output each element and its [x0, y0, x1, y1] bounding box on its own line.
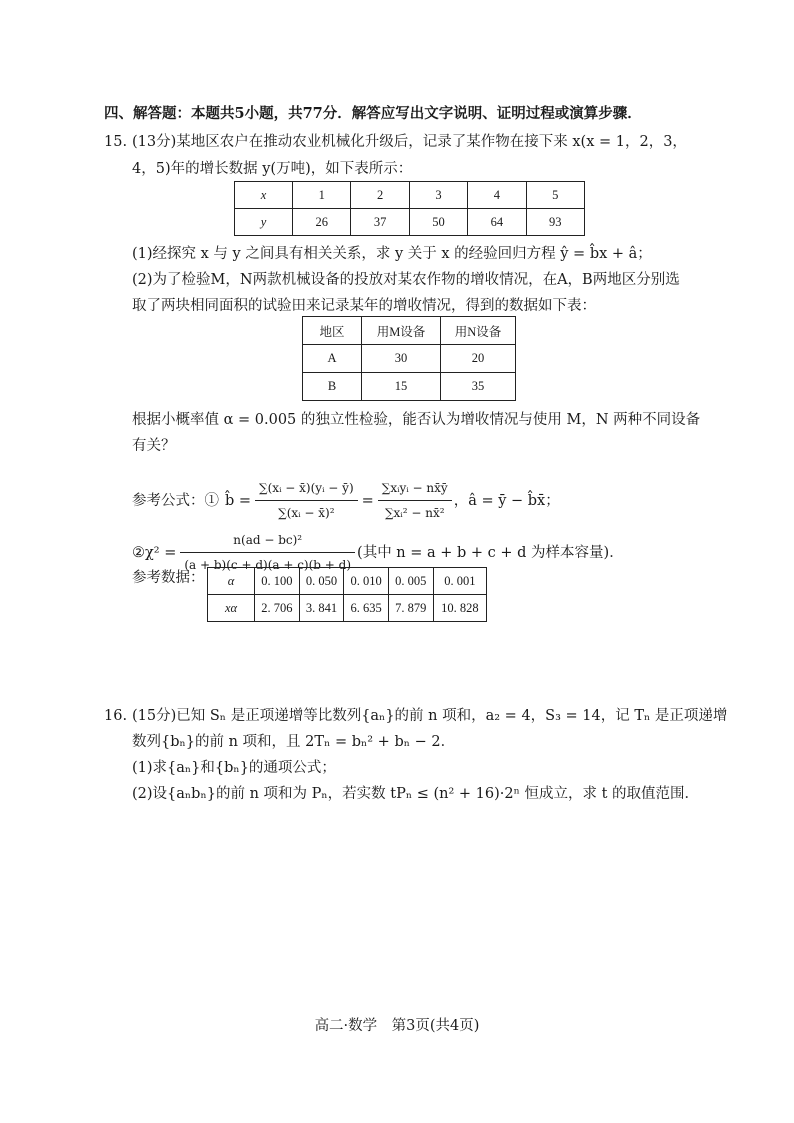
table3-alpha-cell: 0. 100: [255, 568, 300, 595]
table2-cell: 20: [441, 345, 516, 373]
table1-y-cell: 93: [526, 209, 584, 236]
table1-y-header: y: [235, 209, 293, 236]
table1-y-cell: 37: [351, 209, 409, 236]
formula1-denominator-b: ∑xᵢ² − nx̄²: [384, 506, 445, 520]
q15-part2-line3: 根据小概率值 α = 0.005 的独立性检验，能否认为增收情况与使用 M，N 两种不同设备: [132, 412, 701, 428]
table2-cell: 30: [362, 345, 441, 373]
table2-header-n: 用N设备: [441, 317, 516, 345]
table1-y-cell: 26: [293, 209, 351, 236]
table3-alpha-cell: 0. 010: [344, 568, 389, 595]
q16-number: 16.: [104, 708, 128, 724]
equipment-table: [302, 316, 516, 401]
table2-header-m: 用M设备: [362, 317, 441, 345]
formula1-lhs: b̂ =: [225, 492, 252, 509]
equals-sign: =: [361, 492, 374, 509]
q15-number: 15.: [104, 134, 128, 150]
formula1-denominator-a: ∑(xᵢ − x̄)²: [278, 506, 335, 520]
table3-x-cell: 2. 706: [255, 595, 300, 622]
table3-alpha-header: α: [208, 568, 255, 595]
formula1-numerator-b: ∑xᵢyᵢ − nx̄ȳ: [378, 478, 452, 501]
q16-part2: (2)设{aₙbₙ}的前 n 项和为 Pₙ，若实数 tPₙ ≤ (n² + 16)·2ⁿ 恒成立，求 t 的取值范围．: [132, 786, 700, 802]
q15-part2-line1: (2)为了检验M，N两款机械设备的投放对某农作物的增收情况，在A，B两地区分别选: [132, 272, 680, 288]
table2-header-region: 地区: [303, 317, 362, 345]
reference-data-label: 参考数据：: [132, 570, 205, 586]
critical-values-table: [207, 567, 487, 622]
table1-y-cell: 50: [409, 209, 467, 236]
q16-line2: 数列{bₙ}的前 n 项和，且 2Tₙ = bₙ² + bₙ − 2．: [132, 734, 456, 750]
formula2-tail: (其中 n = a + b + c + d 为样本容量)．: [357, 544, 624, 561]
table3-x-cell: 7. 879: [388, 595, 433, 622]
page-footer: 高二·数学 第3页(共4页): [314, 1018, 480, 1034]
table1-y-cell: 64: [468, 209, 526, 236]
table3-alpha-cell: 0. 050: [299, 568, 344, 595]
formula-label: 参考公式：①: [132, 492, 219, 509]
table3-x-header: xα: [208, 595, 255, 622]
formula2-lhs: ②χ² =: [132, 544, 177, 561]
section-header: 四、解答题：本题共5小题，共77分．解答应写出文字说明、证明过程或演算步骤．: [104, 105, 642, 122]
formula1-fraction-b: [378, 478, 452, 523]
table1-x-cell: 3: [409, 182, 467, 209]
table3-x-cell: 10. 828: [433, 595, 486, 622]
table3-x-cell: 6. 635: [344, 595, 389, 622]
table1-x-cell: 4: [468, 182, 526, 209]
table2-cell: A: [303, 345, 362, 373]
q16-part1: (1)求{aₙ}和{bₙ}的通项公式；: [132, 760, 336, 776]
table3-alpha-cell: 0. 005: [388, 568, 433, 595]
q15-part2-line2: 取了两块相同面积的试验田来记录某年的增收情况，得到的数据如下表：: [132, 298, 596, 314]
table2-cell: 15: [362, 373, 441, 401]
q15-part1: (1)经探究 x 与 y 之间具有相关关系，求 y 关于 x 的经验回归方程 ŷ = b̂x + â；: [132, 246, 652, 262]
formula1: [132, 478, 560, 523]
q15-line2: 4，5)年的增长数据 y(万吨)，如下表所示：: [132, 161, 413, 177]
formula1-tail: ，â = ȳ − b̂x̄；: [453, 492, 560, 509]
table2-cell: B: [303, 373, 362, 401]
table1-x-header: x: [235, 182, 293, 209]
formula2-denominator: (a + b)(c + d)(a + c)(b + d): [184, 558, 352, 572]
q15-part2-line4: 有关？: [132, 438, 176, 454]
table1-x-cell: 5: [526, 182, 584, 209]
table3-x-cell: 3. 841: [299, 595, 344, 622]
table1-x-cell: 1: [293, 182, 351, 209]
table3-alpha-cell: 0. 001: [433, 568, 486, 595]
formula1-numerator-a: ∑(xᵢ − x̄)(yᵢ − ȳ): [255, 478, 358, 501]
table2-cell: 35: [441, 373, 516, 401]
growth-data-table: [234, 181, 585, 236]
q15-line1: (13分)某地区农户在推动农业机械化升级后，记录了某作物在接下来 x(x = 1，2，3，: [132, 134, 687, 150]
table1-x-cell: 2: [351, 182, 409, 209]
formula1-fraction-a: [255, 478, 358, 523]
formula2-numerator: n(ad − bc)²: [180, 530, 355, 553]
q16-line1: (15分)已知 Sₙ 是正项递增等比数列{aₙ}的前 n 项和，a₂ = 4，S₃ = 14，记 Tₙ 是正项递增: [132, 708, 728, 724]
